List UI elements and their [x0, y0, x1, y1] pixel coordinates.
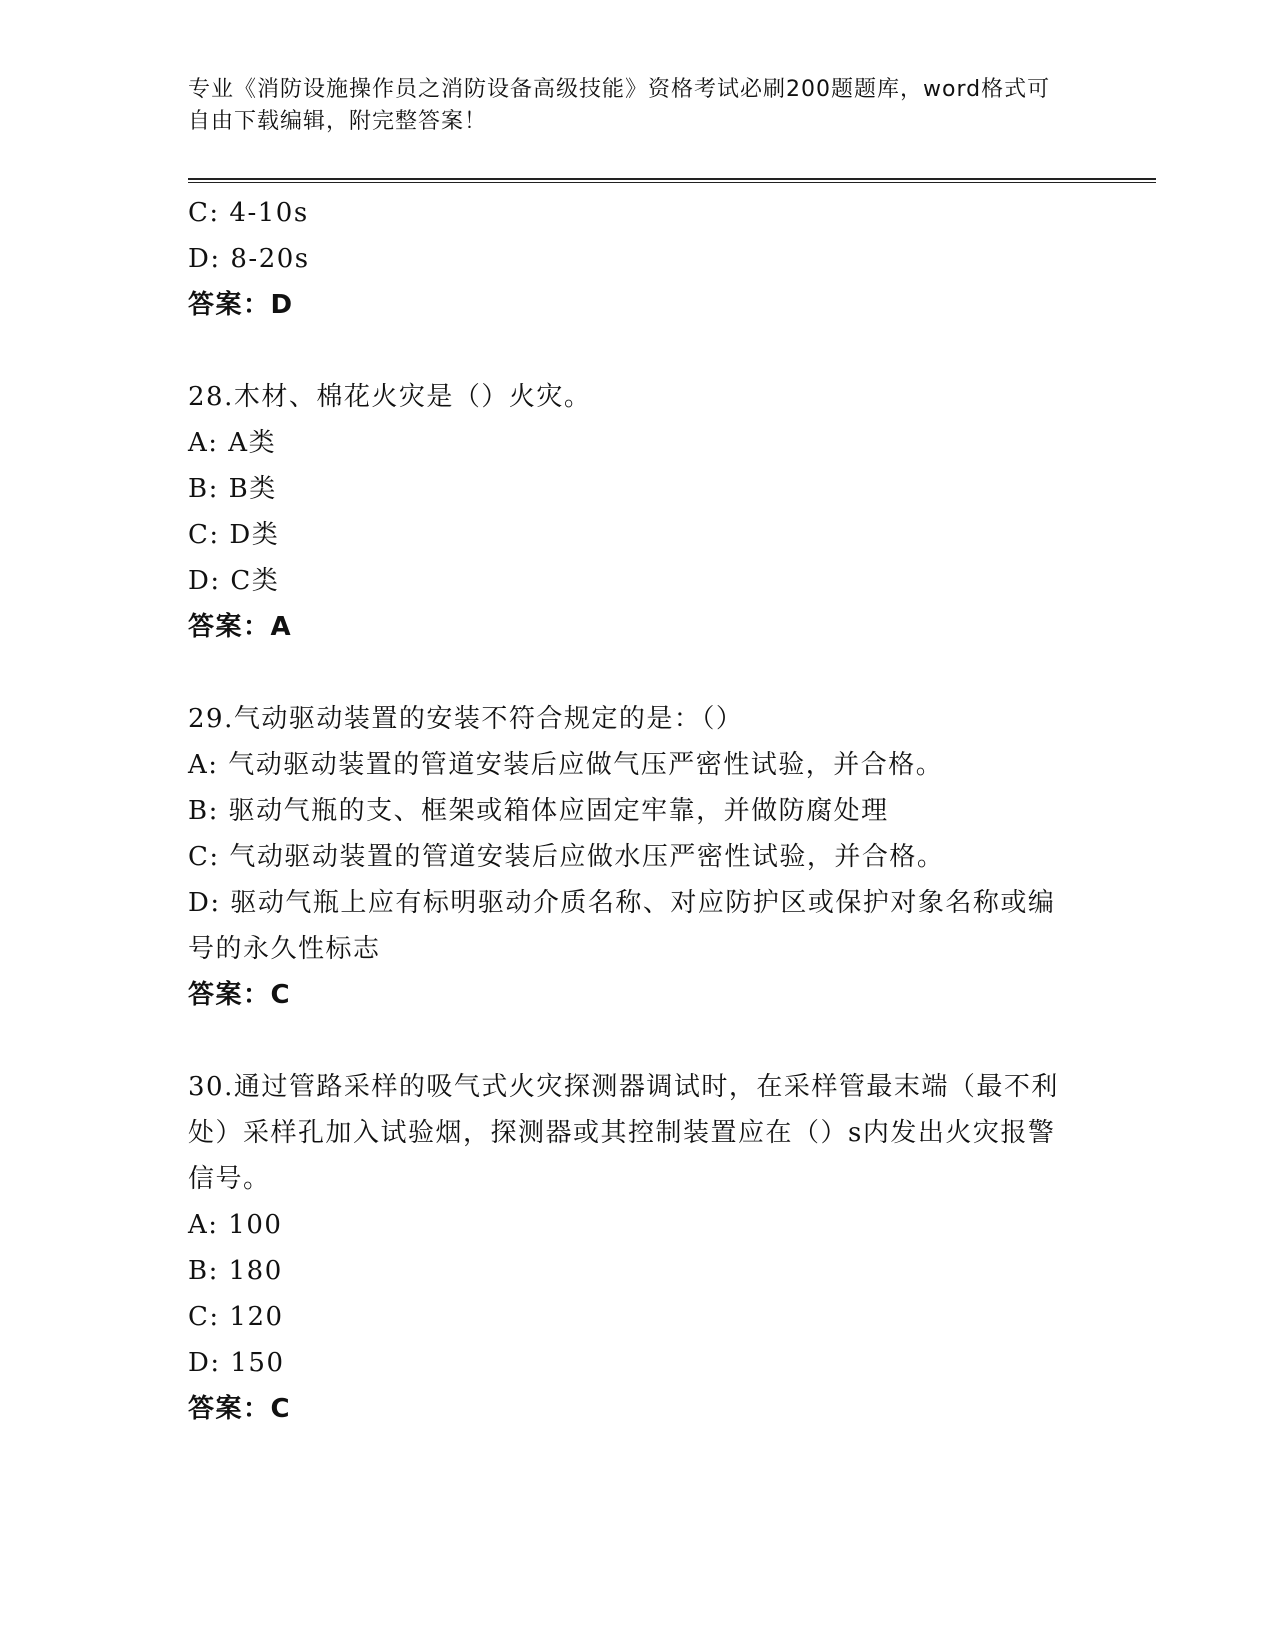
option-d: D: C类 [188, 566, 280, 596]
option-b: B: 180 [188, 1256, 283, 1286]
option-c: C: 气动驱动装置的管道安装后应做水压严密性试验，并合格。 [188, 842, 945, 872]
option-a: A: A类 [188, 428, 277, 458]
option-d: D: 驱动气瓶上应有标明驱动介质名称、对应防护区或保护对象名称或编号的永久性标志 [188, 888, 1056, 964]
option-d: D: 150 [188, 1348, 285, 1378]
option-a: A: 100 [188, 1210, 283, 1240]
header-divider [188, 178, 1156, 184]
option-d: D: 8-20s [188, 244, 310, 274]
answer: 答案：D [188, 290, 294, 320]
question-stem-28: 28.木材、棉花火灾是（）火灾。 [188, 382, 592, 412]
option-b: B: B类 [188, 474, 277, 504]
question-stem-30: 30.通过管路采样的吸气式火灾探测器调试时，在采样管最末端（最不利处）采样孔加入试验烟，探测器或其控制装置应在（）s内发出火灾报警信号。 [188, 1072, 1059, 1194]
option-b: B: 驱动气瓶的支、框架或箱体应固定牢靠，并做防腐处理 [188, 796, 889, 826]
option-a: A: 气动驱动装置的管道安装后应做气压严密性试验，并合格。 [188, 750, 944, 780]
answer: 答案：C [188, 980, 292, 1010]
document-body [188, 190, 1088, 1432]
option-c: C: 120 [188, 1302, 284, 1332]
option-c: C: D类 [188, 520, 280, 550]
option-c: C: 4-10s [188, 198, 309, 228]
question-stem-29: 29.气动驱动装置的安装不符合规定的是：（） [188, 704, 744, 734]
document-header: 专业《消防设施操作员之消防设备高级技能》资格考试必刷200题题库，word格式可自由下载编辑，附完整答案！ [188, 77, 1051, 134]
answer: 答案：A [188, 612, 293, 642]
answer: 答案：C [188, 1394, 292, 1424]
